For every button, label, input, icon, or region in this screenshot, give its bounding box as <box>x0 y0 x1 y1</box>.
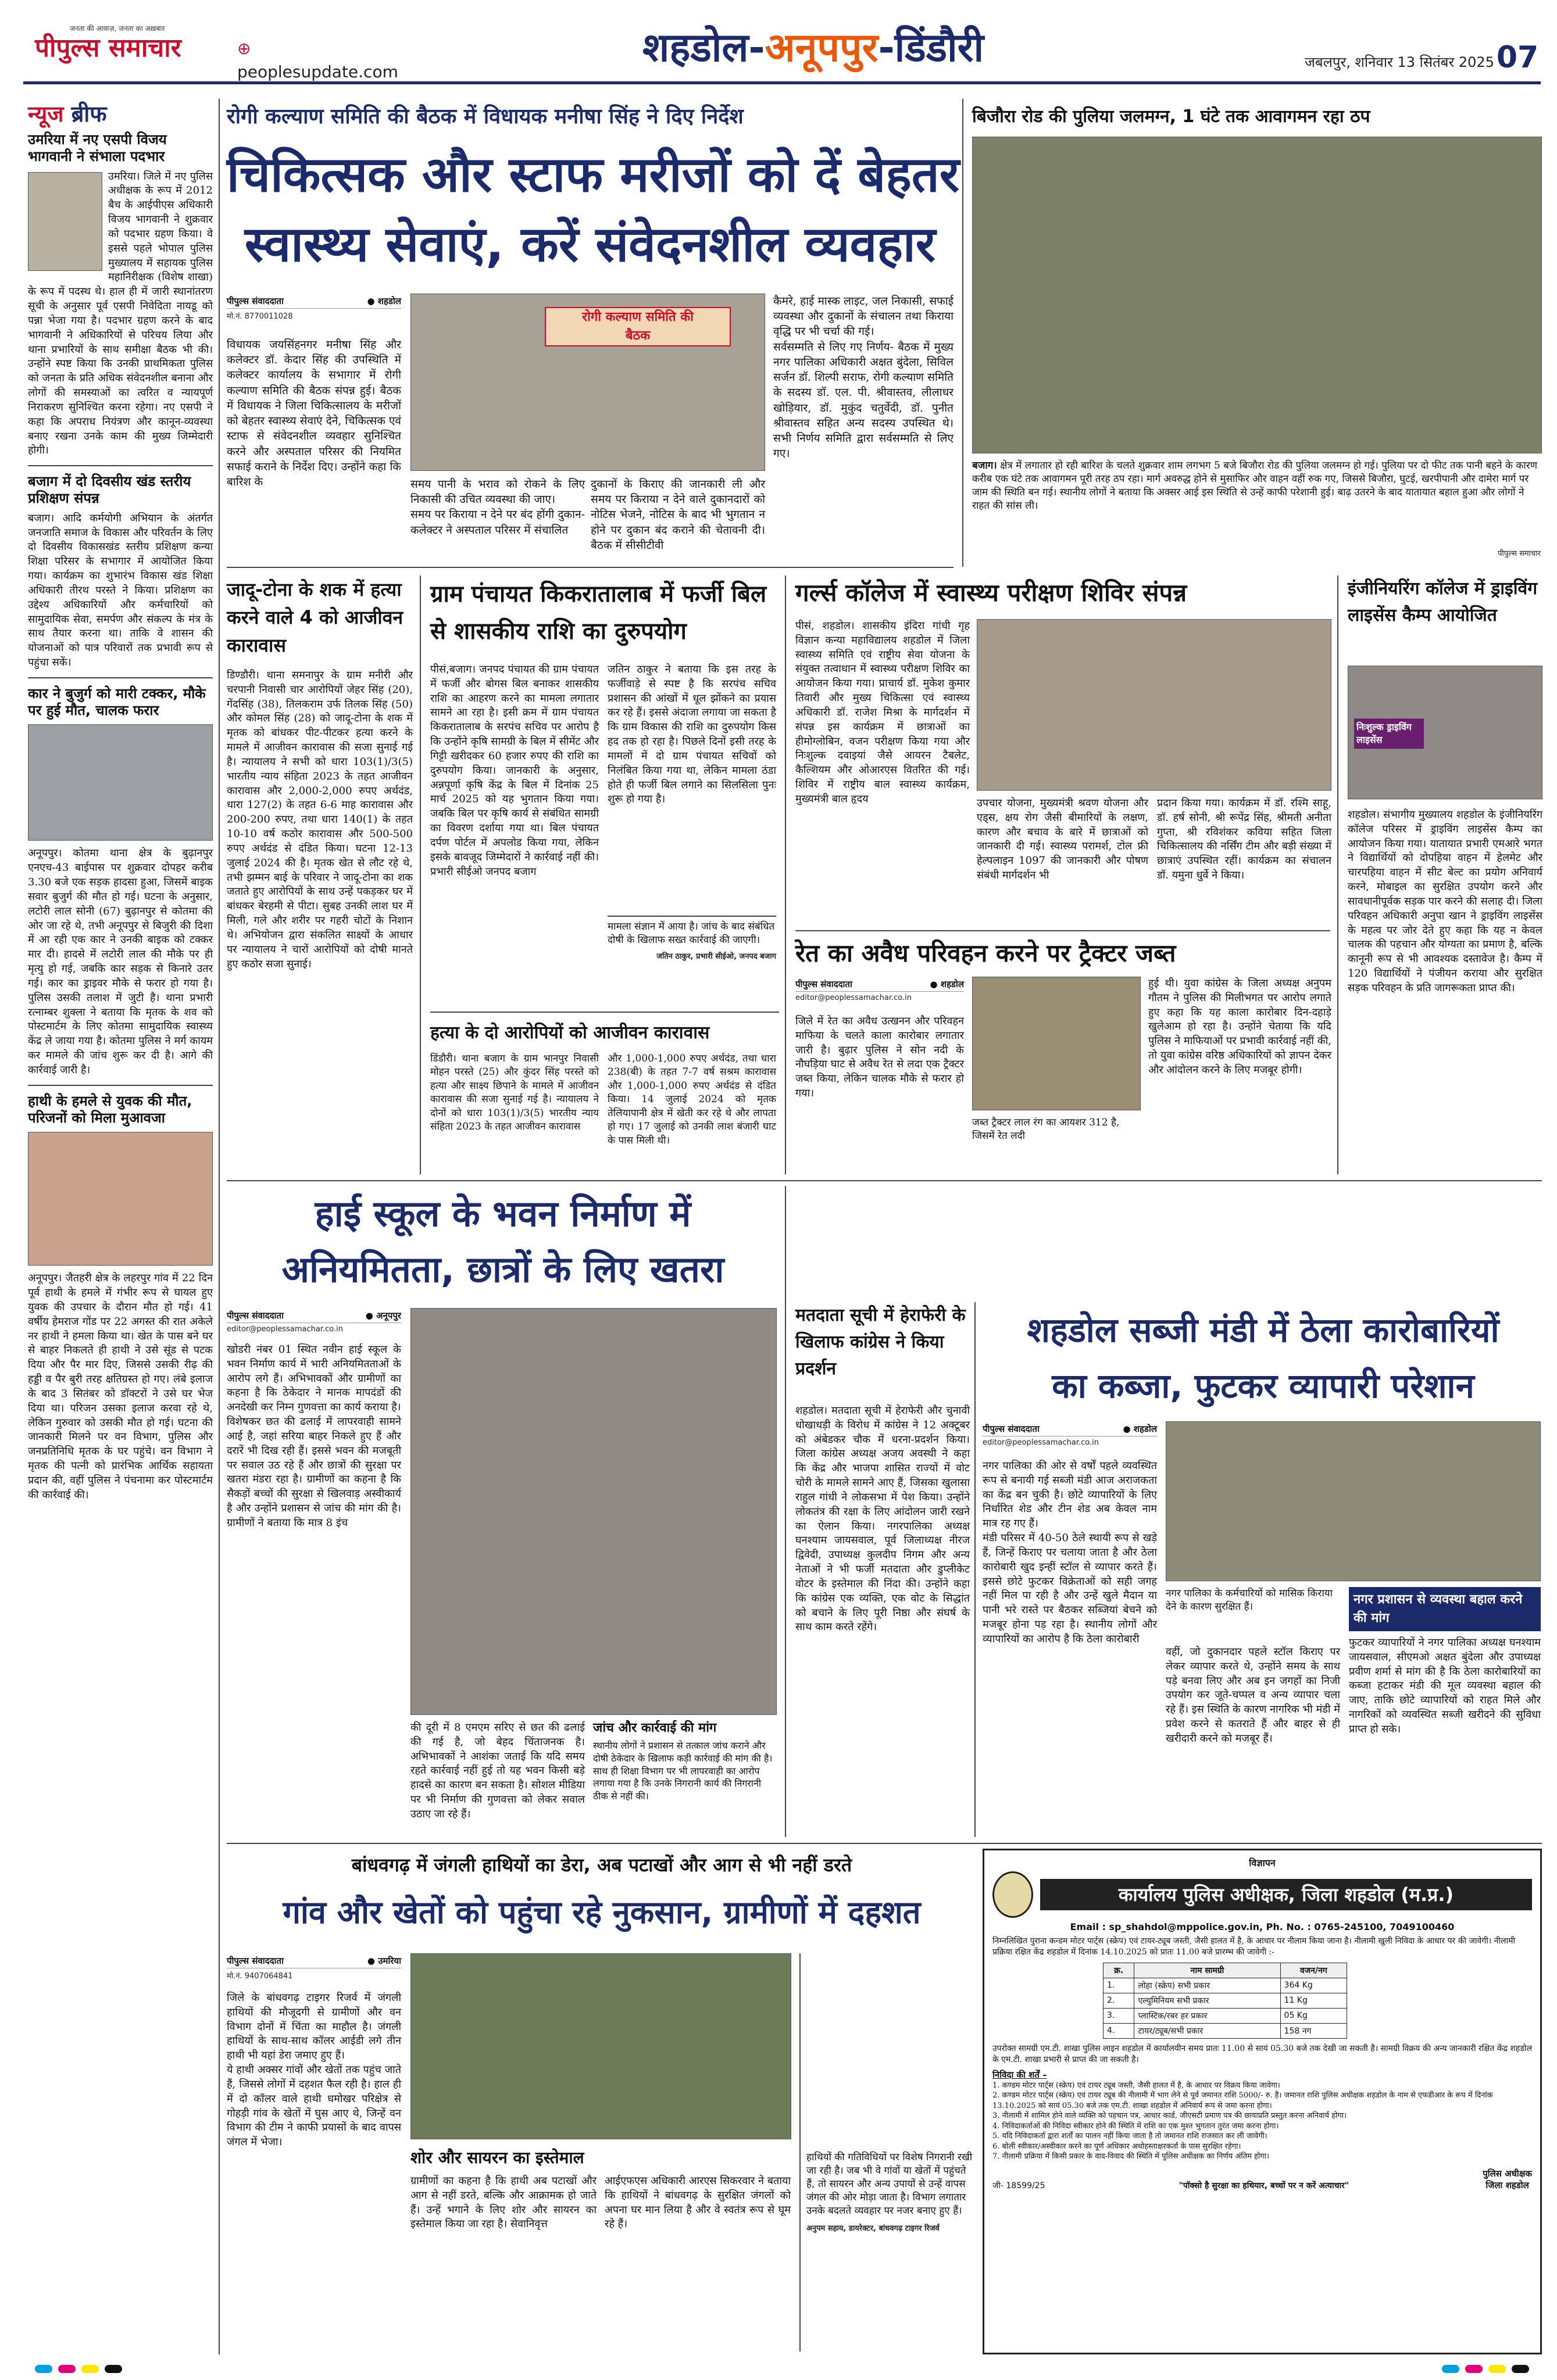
dateline: जबलपुर, शनिवार 13 सितंबर 2025 <box>1305 54 1494 70</box>
lead-byline-place: शहडोल <box>377 296 401 306</box>
bijora-credit: पीपुल्स समाचार <box>1498 549 1541 558</box>
section-title-dindori: -डिंडौरी <box>878 25 984 71</box>
sabji-headline <box>983 1302 1544 1418</box>
hathi-col-3: आईएफएस अधिकारी आरएस सिकरवार ने बताया कि हाथियों ने बांधवगढ़ के सुरक्षित जंगलों को अपना घर मान लिया है और वे स्वतंत्र रूप से घूम रहे हैं। <box>605 2175 791 2231</box>
lead-col-2: समय पानी के भराव को रोकने के लिए निकासी की उचित व्यवस्था की जाए। समय पर किराया न देने पर बंद होंगी दुकान-कलेक्टर ने अस्पताल परिसर में संचालित <box>410 478 585 537</box>
ad-table-cell: 2. <box>1104 1993 1134 2008</box>
gram-quote-by: जतिन ठाकुर, प्रभारी सीईओ, जनपद बजाग <box>656 952 776 961</box>
lead-photo-banner <box>545 307 731 346</box>
ad-table-cell: 1. <box>1104 1978 1134 1993</box>
hostel-col-2: की दूरी में 8 एमएम सरिए से छत की ढलाई की गई है, जो बेहद चिंताजनक है। अभिभावकों ने आशंका जताई कि यदि समय रहते कार्रवाई नहीं हुई तो यह भवन किसी बड़े हादसे का कारण बन सकता है। सोशल मीडिया पर भी निर्माण की गुणवत्ता को लेकर सवाल उठाए जा रहे हैं। <box>410 1721 585 1820</box>
girls-col-2: उपचार योजना, मुख्यमंत्री श्रवण योजना और एड्स, क्षय रोग जैसी बीमारियों के लक्षण, कारण और बचाव के बारे में छात्राओं को जानकारी दी गई। स्वास्थ्य परामर्श, टोल फ्री हेल्पलाइन 1097 की जानकारी और पोषण संबंधी मार्गदर्शन भी <box>977 797 1148 882</box>
girls-col-1: पीसं, शहडोल। शासकीय इंदिरा गांधी गृह विज्ञान कन्या महाविद्यालय शहडोल में जिला स्वास्थ्य समिति एवं राष्ट्रीय सेवा योजना के संयुक्त तत्वाधान में स्वास्थ्य परीक्षण शिविर का आयोजन किया गया। प्राचार्य डॉ. मुकेश कुमार तिवारी और मुख्य चिकित्सा एवं स्वास्थ्य अधिकारी डॉ. राजेश मिश्रा के मार्गदर्शन में संपन्न इस कार्यक्रम में छात्राओं का हीमोग्लोबिन, वजन परीक्षण किया गया और निःशुल्क दवाइयां जैसे आयरन टैबलेट, कैल्शियम और ओआरएस वितरित की गई। शिविर में राष्ट्रीय बाल स्वास्थ्य कार्यक्रम, मुख्यमंत्री बाल हृदय <box>795 620 970 805</box>
lead-byline-name: पीपुल्स संवाददाता <box>227 296 284 306</box>
sabji-byline-reporter <box>983 1421 1157 1436</box>
hostel-side-body: स्थानीय लोगों ने प्रशासन से तत्काल जांच कराने और दोषी ठेकेदार के खिलाफ कड़ी कार्रवाई की मांग की है। साथ ही शिक्षा विभाग पर भी लापरवाही का आरोप लगाया गया है कि उनके निगरानी कार्य की निगरानी ठीक से नहीं की। <box>593 1740 773 1802</box>
hathi-col-2: ग्रामीणों का कहना है कि हाथी अब पटाखों और आग से नहीं डरते, बल्कि और आक्रामक हो जाते हैं। उन्हें भगाने के लिए शोर और सायरन का इस्तेमाल किया जा रहा है। सेवानिवृत्त <box>410 2175 597 2231</box>
ad-table-row <box>1104 2023 1347 2038</box>
lead-photo <box>410 294 765 471</box>
engg-body: शहडोल। संभागीय मुख्यालय शहडोल के इंजीनियरिंग कॉलेज परिसर में ड्राइविंग लाइसेंस कैम्प का आयोजन किया गया। यातायात प्रभारी एमआरे भगत ने विद्यार्थियों को दोपहिया वाहन में हेलमेट और चारपहिया वाहन में सीट बेल्ट का प्रयोग अनिवार्य करने, मोबाइल का सुरक्षित उपयोग करने और सावधानीपूर्वक सड़क पार करने की सलाह दी। जिला परिवहन अधिकारी अनुपा खान ने ड्राइविंग लाइसेंस के महत्व पर जोर देते हुए कहा कि यह न केवल चालक की पहचान और योग्यता का प्रमाण है, बल्कि कानूनी रूप से भी आवश्यक दस्तावेज है। कैम्प में 120 विद्यार्थियों ने पंजीयन कराया और सुरक्षित सड़क परिवहन के प्रति जागरूकता प्राप्त की। <box>1348 809 1542 994</box>
website <box>237 37 412 81</box>
hostel-byline <box>227 1308 401 1334</box>
gram-col-2: जतिन ठाकुर ने बताया कि इस तरह के फर्जीवाड़े से स्पष्ट है कि सरपंच सचिव प्रशासन की आंखों में धूल झोंकने का प्रयास कर रहे हैं। इससे अंदाजा लगाया जा सकता है कि ग्राम विकास की राशि का दुरुपयोग किस हद तक हो रहा है। पिछले दिनों इसी तरह के मामलों में दो ग्राम पंचायत सचिवों को निलंबित किया गया था, लेकिन मामला ठंडा होते ही फर्जी बिल लगाने का सिलसिला पुनः शुरू हो गया है। <box>608 663 777 806</box>
hostel-byline-name: पीपुल्स संवाददाता <box>227 1310 284 1321</box>
ad-terms-title: निविदा की शर्तें – <box>992 2069 1047 2080</box>
brief-1-title: उमरिया में नए एसपी विजय भागवानी ने संभाला पदभार <box>28 131 167 165</box>
news-brief-label-1: न्यूज <box>28 101 64 127</box>
location-pin-icon: ● शहडोल <box>1123 1424 1157 1434</box>
sabji-col-2: वहीं, जो दुकानदार पहले स्टॉल किराए पर लेकर व्यापार करते थे, उन्होंने समय के साथ पड़े बनवा लिए और अब इन जगहों का निजी उपयोग कर जूते-चप्पल व अन्य व्यापार चला रहे हैं। इस स्थिति के कारण नागरिक भी मंडी में प्रवेश करने से कतराते हैं और बाहर से ही खरीदारी करने को मजबूर हैं। <box>1166 1646 1340 1745</box>
hostel-headline <box>227 1186 779 1302</box>
ad-table-cell: एल्युमिनियम सभी प्रकार <box>1134 1993 1280 2008</box>
hostel-photo <box>410 1308 777 1715</box>
sabji-side <box>1349 1587 1541 1837</box>
hathi-byline-place: उमरिया <box>378 1956 401 1966</box>
hathi-elephant-photo <box>410 1953 791 2139</box>
ad-term-item: 5. यदि निविदाकर्ता द्वारा शर्तों का पालन नहीं किया जाता है तो जमानत राशि राजसात कर ली जावेगी। <box>992 2132 1267 2141</box>
ad-table-cell: प्लास्टिक/रबर हर प्रकार <box>1134 2008 1280 2023</box>
hatya-headline: हत्या के दो आरोपियों को आजीवन कारावास <box>430 1023 710 1043</box>
lead-byline <box>227 294 401 321</box>
lead-col-1: विधायक जयसिंहनगर मनीषा सिंह और कलेक्टर डॉ. केदार सिंह की उपस्थिति में कलेक्टर कार्यालय के सभागार में रोगी कल्याण समिति की बैठक संपन्न हुई। बैठक में विधायक ने जिला चिकित्सालय के मरीजों को बेहतर स्वास्थ्य सेवाएं देने, चिकित्सक एवं स्टाफ से संवेदनशील व्यवहार सुनिश्चित करने और अस्पताल परिसर की नियमित सफाई कराने के निर्देश दिए। उन्होंने कहा कि बारिश के <box>227 338 401 488</box>
lead-kicker: रोगी कल्याण समिति की बैठक में विधायक मनीषा सिंह ने दिए निर्देश <box>227 105 744 128</box>
section-title <box>642 22 1166 74</box>
hathi-headline: गांव और खेतों को पहुंचा रहे नुकसान, ग्रामीणों में दहशत <box>283 1894 921 1931</box>
sabji-email: editor@peoplessamachar.co.in <box>983 1438 1099 1447</box>
lead-col-4: कैमरे, हाई मास्क लाइट, जल निकासी, सफाई व्यवस्था और दुकानों के संचालन तथा किराया वृद्धि पर भी चर्चा की गई। सर्वसम्मति से लिए गए निर्णय- बैठक में मुख्य नगर पालिका अधिकारी अक्षत बुंदेला, सिविल सर्जन डॉ. शिल्पी सराफ, रोगी कल्याण समिति के सदस्य डॉ. एल. पी. श्रीवास्तव, लीलाधर खोड़ियार, डॉ. मुकुंद चतुर्वेदी, डॉ. पुनीत श्रीवास्तव सहित अन्य सदस्य उपस्थित थे। सभी निर्णय समिति द्वारा सर्वसम्मति से लिए गए। <box>773 295 954 460</box>
hathi-quote-text: हाथियों की गतिविधियों पर विशेष निगरानी रखी जा रही है। जब भी वे गांवों या खेतों में पहुंचते हैं, तो सायरन और अन्य उपायों से उन्हें वापस जंगल की ओर मोड़ा जाता है। विभाग लगातार उनके बदलते व्यवहार पर नजर बनाए हुए हैं। <box>806 2152 973 2217</box>
lead-photo-banner-text-2: बैठक <box>625 328 651 343</box>
row4-rule <box>227 1843 1542 1844</box>
section-title-anuppur: अनूपपुर <box>765 25 879 71</box>
sabji-byline-name: पीपुल्स संवाददाता <box>983 1424 1040 1434</box>
bijora-headline: बिजौरा रोड की पुलिया जलमग्न, 1 घंटे तक आवागमन रहा ठप <box>972 106 1370 127</box>
brief-2-title: बजाग में दो दिवसीय खंड स्तरीय प्रशिक्षण संपन्न <box>28 473 191 506</box>
ad-table-row <box>1104 1993 1347 2008</box>
ad-term-item: 3. नीलामी में शामिल होने वाले व्यक्ति को पहचान पत्र, आधार कार्ड, जीएसटी प्रमाण पत्र की छायाप्रति प्रस्तुत करना अनिवार्य होगा। <box>992 2111 1347 2121</box>
hathi-col-1-text: जिले के बांधवगढ़ टाइगर रिजर्व में जंगली हाथियों की मौजूदगी से ग्रामीणों और वन विभाग दोनों में चिंता का माहौल है। जंगली हाथियों के साथ-साथ कॉलर आईडी लगे तीन हाथी भी यहां डेरा जमाए हुए हैं। ये हाथी अक्सर गांवों और खेतों तक पहुंच जाते हैं, जिससे लोगों में दहशत फैल रही है। हाल ही में दो कॉलर वाले हाथी धमोखर परिक्षेत्र से गोहड़ी गांव के खेतों में घुस आए थे, जिन्हें वन विभाग की टीम ने काफी प्रयासों के बाद वापस जंगल में भेजा। <box>227 1992 401 2149</box>
ad-table-cell: 05 Kg <box>1280 2008 1347 2023</box>
hatya-col-2: और 1,000-1,000 रुपए अर्थदंड, तथा धारा 238(बी) के तहत 7-7 वर्ष सश्रम कारावास और 1,000-1,000 रुपए अर्थदंड से दंडित किया। 14 जुलाई 2024 को मृतक तेलियापानी क्षेत्र में खेती कर रहे थे और लापता हो गए। 17 जुलाई को उनकी लाश बंजारी घाट के पास मिली थी। <box>608 1053 776 1146</box>
logo-text: पीपुल्स समाचार <box>35 33 181 63</box>
website-url: peoplesupdate.com <box>237 62 398 81</box>
sabji-side-body: फुटकर व्यापारियों ने नगर पालिका अध्यक्ष घनश्याम जायसवाल, सीएमओ अक्षत बुंदेला और उपाध्यक्ष प्रवीण शर्मा से मांग की है कि ठेला कारोबारियों का कब्जा हटाकर मंडी की मूल व्यवस्था बहाल की जाए, ताकि छोटे व्यापारियों को राहत मिले और नागरिकों को व्यवस्थित सब्जी खरीदने की सुविधा प्राप्त हो सके। <box>1349 1636 1541 1735</box>
ad-intro: निम्नलिखित पुराना कन्डम मोटर पार्ट्स (स्क्रेप) एवं टायर-ट्यूब जस्ती, जैसी हालत में है, के आधार पर नीलाम किया जाना है। नीलामी खुली निविदा के आधार पर की जावेगी। नीलामी प्रक्रिया रक्षित केंद्र शहडोल में दिनांक 14.10.2025 को प्रातः 11.00 बजे प्रारम्भ की जावेगी :- <box>992 1936 1516 1957</box>
lead-bottom-rule <box>227 567 954 568</box>
lead-byline-reporter <box>227 294 401 309</box>
hatya-col-1: डिंडौरी। थाना बजाग के ग्राम भानपुर निवासी मोहन परस्ते (25) और कुंदर सिंह परस्ते को हत्या और साक्ष्य छिपाने के मामले में आजीवन कारावास की सजा सुनाई गई है। न्यायालय ने दोनों को धारा 103(1)/3(5) भारतीय न्याय संहिता 2023 के तहत आजीवन कारावास <box>430 1053 599 1133</box>
jadu-divider <box>420 576 421 1174</box>
location-pin-icon: ● शहडोल <box>930 979 964 989</box>
hostel-headline-line-2: अनियमितता, छात्रों के लिए खतरा <box>281 1248 724 1291</box>
hatya-top-rule <box>430 1012 779 1013</box>
brief-divider <box>219 99 220 2354</box>
hathi-quote <box>799 1953 974 2352</box>
matdata-body: शहडोल। मतदाता सूची में हेराफेरी और चुनावी धोखाधड़ी के विरोध में कांग्रेस ने 12 अक्टूबर को अंबेडकर चौक में धरना-प्रदर्शन किया। जिला कांग्रेस अध्यक्ष अजय अवस्थी ने कहा कि केंद्र और भाजपा शासित राज्यों में वोट चोरी के मामले सामने आए हैं, जिसका खुलासा राहुल गांधी ने लोकसभा में पेश किया। उन्होंने लोकतंत्र की रक्षा के लिए आंदोलन जारी रखने का ऐलान किया। नगरपालिका अध्यक्ष घनश्याम जायसवाल, पूर्व जिलाध्यक्ष नीरज द्विवेदी, उपाध्यक्ष कुलदीप निगम और अन्य नेताओं ने भी फर्जी मतदाता और डुप्लीकेट वोटर के इस्तेमाल की निंदा की। उन्होंने कहा कि कांग्रेस एक व्यक्ति, एक वोट के सिद्धांत को बचाने के लिए पूरी निष्ठा और संघर्ष के साथ काम करते रहेंगे। <box>795 1405 970 1634</box>
hostel-col-1: खोडरी नंबर 01 स्थित नवीन हाई स्कूल के भवन निर्माण कार्य में भारी अनियमितताओं के आरोप लगे हैं। अभिभावकों और ग्रामीणों का कहना है कि ठेकेदार ने मानक मापदंडों की अनदेखी कर निम्न गुणवत्ता का कार्य कराया है। विशेषकर छत की ढलाई में लापरवाही सामने आई है, जहां सरिया बाहर निकले हुए हैं और दरारें भी दिख रही हैं। इससे भवन की मजबूती पर सवाल उठ रहे हैं और छात्रों की सुरक्षा पर खतरा मंडरा रहा है। ग्रामीणों का कहना है कि सैकड़ों बच्चों की सुरक्षा से खिलवाड़ अस्वीकार्य है और उन्होंने प्रशासन से जांच की मांग की है। ग्रामीणों ने बताया कि मात्र 8 इंच <box>227 1343 401 1529</box>
hostel-byline-reporter <box>227 1308 401 1323</box>
ret-top-rule <box>795 930 1330 931</box>
brief-1-body: उमरिया। जिले में नए पुलिस अधीक्षक के रूप में 2012 बैच के आईपीएस अधिकारी विजय भागवानी ने शुक्रवार को पदभार ग्रहण किया। वे इससे पहले भोपाल पुलिस मुख्यालय में सहायक पुलिस महानिरीक्षक (विशेष शाखा) के रूप में पदस्थ थे। हाल ही में जारी स्थानांतरण सूची के अनुसार पूर्व एसपी निवेदिता नायडू को पन्ना भेजा गया है। पदभार ग्रहण करने के बाद भागवानी ने अधिकारियों से परिचय लिया और थाना प्रभारियों के साथ समीक्षा बैठक भी की। उन्होंने स्पष्ट किया कि उनकी प्राथमिकता पुलिस को जनता के प्रति अधिक संवेदनशील बनाना और लोगों की समस्याओं का त्वरित व न्यायपूर्ण निराकरण सुनिश्चित करना रहेगा। नए एसपी ने कहा कि अपराध नियंत्रण और कानून-व्यवस्था बनाए रखना उनके काम की मुख्य जिम्मेदारी होगी। <box>28 170 213 457</box>
ad-table-header-cell: वजन/नग <box>1280 1963 1347 1978</box>
ad-table-header-row <box>1104 1963 1347 1978</box>
hathi-sub-heading: शोर और सायरन का इस्तेमाल <box>410 2148 584 2167</box>
sabji-headline-line-2: का कब्जा, फुटकर व्यापारी परेशान <box>1052 1366 1474 1406</box>
masthead-rule <box>23 81 1541 84</box>
gram-quote-text: मामला संज्ञान में आया है। जांच के बाद संबंधित दोषी के खिलाफ सख्त कार्रवाई की जाएगी। <box>608 921 775 946</box>
brief-3-body: अनूपपुर। कोतमा थाना क्षेत्र के बुढ़ानपुर एनएच-43 बाईपास पर शुक्रवार दोपहर करीब 3.30 बजे एक सड़क हादसा हुआ, जिसमें बाइक सवार बुजुर्ग की मौत हो गई। घटना के अनुसार, लटोरी लाल सोनी (67) बुढ़ानपुर से कोतमा की ओर जा रहे थे, तभी अनूपपुर से बिजुरी की दिशा में आ रही एक कार ने उनकी बाइक को टक्कर मार दी। हादसे में लटोरी लाल की मौके पर ही मृत्यु हो गई, जबकि कार सड़क से किनारे उतर गई। कार का ड्राइवर मौके से फरार हो गया है। पुलिस उसकी तलाश में जुटी है। थाना प्रभारी रत्नाम्बर शुक्ला ने बताया कि मृतक के शव को पोस्टमार्टम के लिए कोतमा सामुदायिक स्वास्थ्य केंद्र ले जाया गया है। कोतमा पुलिस ने मर्ग कायम कर मामले की जांच शुरू कर दी है। आगे की कार्रवाई जारी है। <box>28 847 213 1076</box>
hostel-byline-place: अनूपपुर <box>376 1310 401 1321</box>
ad-sign-1: पुलिस अधीक्षक <box>1483 2168 1532 2179</box>
ad-term-item: 7. नीलामी प्रक्रिया में किसी प्रकार के वाद-विवाद की स्थिति में पुलिस अधीक्षक का निर्णय अंतिम होगा। <box>992 2152 1269 2161</box>
brief-1-photo <box>28 172 102 271</box>
ad-sign-2: जिला शहडोल <box>1485 2179 1529 2190</box>
hostel-email: editor@peoplessamachar.co.in <box>227 1325 343 1334</box>
ad-table-cell: 11 Kg <box>1280 1993 1347 2008</box>
page-number: 07 <box>1496 40 1539 75</box>
ret-byline-place: शहडोल <box>940 979 964 989</box>
ret-caption: जब्त ट्रैक्टर लाल रंग का आयशर 312 है, जिसमें रेत लदी <box>972 1117 1120 1142</box>
brief-3-title: कार ने बुजुर्ग को मारी टक्कर, मौके पर हुई मौत, चालक फरार <box>28 685 206 719</box>
matdata-headline: मतदाता सूची में हेराफेरी के खिलाफ कांग्रेस ने किया प्रदर्शन <box>795 1305 966 1379</box>
sabji-caption-text: नगर पालिका के कर्मचारियों को मासिक किराया देने के कारण सुरक्षित हैं। <box>1166 1588 1333 1613</box>
sabji-byline-place: शहडोल <box>1133 1424 1157 1434</box>
ret-byline <box>795 977 964 1002</box>
ad-table-cell: 4. <box>1104 2023 1134 2038</box>
lead-photo-banner-text-1: रोगी कल्याण समिति की <box>582 310 694 324</box>
ad-term-item: 2. कण्डम मोटर पार्ट्स (स्क्रेप) एवं टायर ट्यूब की नीलामी में भाग लेने से पूर्व जमानत राशि 5000/- रु. है। जमानत राशि पुलिस अधीक्षक शहडोल के नाम से एफडीआर के रूप में दिनांक 13.10.2025 को सायं 05.30 बजे तक एम.टी. शाखा शहडोल में अनिवार्य रूप से जमा करना होगा। <box>992 2091 1493 2110</box>
hostel-headline-line-1: हाई स्कूल के भवन निर्माण में <box>315 1192 691 1235</box>
print-registration-bar <box>0 2360 1557 2378</box>
ad-contact: Email : sp_shahdol@mppolice.gov.in, Ph. No. : 0765-245100, 7049100460 <box>1070 1921 1455 1932</box>
police-emblem-icon <box>992 1871 1033 1918</box>
engg-photo-banner: निःशुल्क ड्राइविंग लाइसेंस <box>1354 719 1424 749</box>
gram-quote <box>608 916 776 1006</box>
hathi-byline-reporter <box>227 1953 401 1968</box>
ret-headline: रेत का अवैध परिवहन करने पर ट्रैक्टर जब्त <box>795 939 1176 967</box>
hostel-divider <box>785 1186 786 1837</box>
ret-byline-name: पीपुल्स संवाददाता <box>795 979 852 989</box>
lead-headline <box>227 140 960 285</box>
girls-col-3: प्रदान किया गया। कार्यक्रम में डॉ. रश्मि साहू, डॉ. हर्ष सोनी, श्री रूपेंद्र सिंह, श्रीमती अनीता गुप्ता, श्री रविशंकर कविया सहित जिला चिकित्सालय की नर्सिंग टीम और बड़ी संख्या में छात्राएं उपस्थित रहीं। कार्यक्रम का संचालन डॉ. यमुना धुर्वे ने किया। <box>1157 797 1331 882</box>
brief-4-title: हाथी के हमले से युवक की मौत, परिजनों को मिला मुआवजा <box>28 1092 192 1126</box>
section-title-shahdol: शहडोल- <box>642 25 765 71</box>
bijora-caption-lead: बजाग। <box>972 460 997 471</box>
ad-terms-list <box>992 2081 1532 2162</box>
gram-divider <box>785 576 786 1174</box>
sabji-caption <box>1166 1587 1340 1645</box>
ad-text-2: उपरोक्त सामग्री एम.टी. शाखा पुलिस लाइन शहडोल में कार्यालयीन समय प्रातः 11.00 से सायं 05.30 बजे तक देखी जा सकती है। सामग्री विक्रय की अन्य जानकारी रक्षित केंद्र शहडोल के एम.टी. शाखा प्रभारी से प्राप्त की जा सकती है। <box>992 2043 1532 2064</box>
ret-tractor-photo <box>972 977 1141 1110</box>
ad-table-cell: 364 Kg <box>1280 1978 1347 1993</box>
police-ad <box>983 1849 1542 2354</box>
lead-col-3: दुकानों के किराए की जानकारी ली और समय पर किराया न देने वाले दुकानदारों को नोटिस भेजने, नोटिस के बाद भी भुगतान न होने पर दुकान बंद कराने की चेतावनी दी। बैठक में सीसीटीवी <box>591 478 765 552</box>
ad-table-cell: 3. <box>1104 2008 1134 2023</box>
sabji-headline-line-1: शहडोल सब्जी मंडी में ठेला कारोबारियों <box>1027 1310 1499 1350</box>
ad-term-item: 1. कण्डम मोटर पार्ट्स (स्क्रेप) एवं टायर ट्यूब जस्ती, जैसी हालत में है, के आधार पर विक्रय किया जावेगा। <box>992 2081 1280 2090</box>
brief-4-photo <box>28 1132 213 1266</box>
engg-headline: इंजीनियरिंग कॉलेज में ड्राइविंग लाइसेंस कैम्प आयोजित <box>1348 578 1538 626</box>
gram-headline: ग्राम पंचायत किकरातालाब में फर्जी बिल से शासकीय राशि का दुरुपयोग <box>430 581 767 645</box>
ad-table-cell: टायर/ट्यूब/सभी प्रकार <box>1134 2023 1280 2038</box>
hostel-side <box>593 1721 777 1837</box>
hathi-mobile: मो.नं. 9407064841 <box>227 1972 293 1981</box>
row3-rule <box>227 1180 1542 1181</box>
sabji-side-title: नगर प्रशासन से व्यवस्था बहाल करने की मांग <box>1349 1587 1541 1631</box>
sabji-col-1: नगर पालिका की ओर से वर्षों पहले व्यवस्थित रूप से बनायी गई सब्जी मंडी आज अराजकता का केंद्र बन चुकी है। छोटे व्यापारियों के लिए निर्धारित शेड और टीन शेड अब केवल नाम मात्र रह गए हैं। मंडी परिसर में 40-50 ठेले स्थायी रूप से खड़े हैं, जिन्हें किराए पर चलाया जाता है और ठेला कारोबारी खुद इन्हीं स्टॉल से व्यापार करते हैं। इससे छोटे फुटकर विक्रेताओं को सही जगह नहीं मिल पा रही है और उन्हें खुले मैदान या पानी भरे रास्ते पर बैठकर सब्जियां बेचने को मजबूर होना पड़ रहा है। स्थानीय लोगों और व्यापारियों का आरोप है कि ठेला कारोबारी <box>983 1460 1157 1645</box>
location-pin-icon: ● शहडोल <box>367 296 401 306</box>
ret-col-1: जिले में रेत का अवैध उत्खनन और परिवहन माफिया के चलते काला कारोबार लगातार जारी है। बुढ़ार पुलिस ने सोन नदी के नौघड़िया घाट से अवैध रेत से लदा एक ट्रैक्टर जब्त किया, लेकिन चालक मौके से फरार हो गया। <box>795 1015 964 1100</box>
ad-table-cell: लोहा (स्क्रेप) सभी प्रकार <box>1134 1978 1280 1993</box>
lead-headline-line-1: चिकित्सक और स्टाफ मरीजों को दें बेहतर <box>227 146 960 203</box>
news-brief-label <box>28 99 213 129</box>
ad-table <box>1103 1963 1347 2039</box>
ad-table-header-cell: नाम सामग्री <box>1134 1963 1280 1978</box>
ad-term-item: 4. निविदाकर्ताओं की निविदा स्वीकार होने की स्थिति में राशि का एक मुश्त भुगतान तुरंत जमा करना होगा। <box>992 2121 1279 2131</box>
ad-term-item: 6. बोली स्वीकार/अस्वीकार करने का पूर्ण अधिकार अधोहस्ताक्षरकर्ता के पास सुरक्षित रहेगा। <box>992 2142 1241 2151</box>
jadu-body: डिण्डौरी। थाना समनापुर के ग्राम मनीरी और चरपानी निवासी चार आरोपियों जेहर सिंह (20), गेंदसिंह (38), तिलकराम उर्फ तिलक सिंह (50) और कोमल सिंह (28) को जादू-टोना के शक में मृतक को बांधकर पीट-पीटकर हत्या करने के मामले में आजीवन कारावास की सजा सुनाई गई है। न्यायालय ने सभी को धारा 103(1)/3(5) भारतीय न्याय संहिता 2023 के तहत आजीवन कारावास और 2,000-2,000 रुपए अर्थदंड, धारा 127(2) के तहत 6-6 माह कारावास और 200-200 रुपए, तथा धारा 140(1) के तहत 10-10 वर्ष कठोर कारावास और 500-500 रुपए अर्थदंड से दंडित किया। घटना 12-13 जुलाई 2024 की है। मृतक खेत से लौट रहे थे, तभी झम्मन बाई के परिवार ने जादू-टोना का शक जताते हुए आरोपियों के साथ उन्हें पकड़कर घर में बांधकर बेरहमी से पीटा। सुबह उनकी लाश घर में मिली, गले और शरीर पर गहरी चोटों के निशान थे। अभियोजन द्वारा संकलित साक्ष्यों के आधार पर न्यायालय ने चारों आरोपियों को दोषी मानते हुए कठोर सजा सुनाई। <box>227 669 413 970</box>
brief-3-photo <box>28 724 213 841</box>
hathi-quote-by: अनुपम सहाय, डायरेक्टर, बांधवगढ़ टाइगर रिजर्व <box>806 2224 940 2233</box>
masthead <box>0 0 1557 87</box>
right-column-divider <box>962 99 963 567</box>
matdata-divider <box>974 1302 976 1837</box>
ret-byline-reporter <box>795 977 964 992</box>
jadu-headline: जादू-टोना के शक में हत्या करने वाले 4 को आजीवन कारावास <box>227 578 403 656</box>
ad-ref: जी- 18599/25 <box>992 2181 1045 2190</box>
ad-table-row <box>1104 1978 1347 1993</box>
bijora-flood-photo <box>972 137 1542 453</box>
ad-label: विज्ञापन <box>1249 1857 1276 1868</box>
girls-photo <box>977 619 1331 791</box>
hathi-byline <box>227 1953 401 1981</box>
sabji-byline <box>983 1421 1157 1447</box>
bijora-caption-text: क्षेत्र में लगातार हो रही बारिश के चलते शुक्रवार शाम लगभग 5 बजे बिजौरा रोड की पुलिया जलमग्न हो गई। पुलिया पर दो फीट तक पानी बहने के कारण करीब एक घंटे तक आवागमन पूरी तरह ठप रहा। मार्ग अवरुद्ध होने से मुसाफिर और वाहन वहीं रुक गए, जिससे बिजौरा, घुटई, खरपीपानी और दामेरा मार्ग पर जाम की स्थिति बन गई। स्थानीय लोगों ने बताया कि अक्सर आई इस स्थिति से उन्हें काफी परेशानी हुई। बाढ़ उतरने के बाद यातायात बहाल हुआ और लोगों ने राहत की सांस ली। <box>972 460 1538 512</box>
lead-mobile: मो.नं. 8770011028 <box>227 312 293 321</box>
ad-title: कार्यालय पुलिस अधीक्षक, जिला शहडोल (म.प्र.) <box>1040 1879 1532 1910</box>
lead-headline-line-2: स्वास्थ्य सेवाएं, करें संवेदनशील व्यवहार <box>244 216 936 273</box>
ad-slogan: "पॉक्सो है सुरक्षा का हथियार, बच्चों पर न करें अत्याचार" <box>1179 2181 1349 2190</box>
ad-table-body <box>1104 1978 1347 2038</box>
brief-2-body: बजाग। आदि कर्मयोगी अभियान के अंतर्गत जनजाति समाज के विकास और परिवर्तन के लिए दो दिवसीय विकासखंड स्तरीय प्रशिक्षण कन्या शिक्षा परिसर के सभागार में आयोजित किया गया। कार्यक्रम का शुभारंभ विकास खंड शिक्षा अधिकारी तीरथ परस्ते ने किया। प्रशिक्षण का उद्देश्य अधिकारियों और कर्मचारियों को सामुदायिक सेवा, समर्पण और संकल्प के मंत्र के साथ तैयार करना था। ताकि वे शासन की योजनाओं को पात्र परिवारों तक प्रभावी रूप से पहुंचा सकें। <box>28 512 213 669</box>
hathi-kicker: बांधवगढ़ में जंगली हाथियों का डेरा, अब पटाखों और आग से भी नहीं डरते <box>351 1854 852 1876</box>
engg-photo <box>1348 666 1542 799</box>
ret-col-2: हुई थी। युवा कांग्रेस के जिला अध्यक्ष अनुपम गौतम ने पुलिस की मिलीभगत पर आरोप लगाते हुए कहा कि यह काला कारोबार दिन-दहाड़े खुलेआम हो रहा है। उन्होंने चेताया कि यदि पुलिस ने माफियाओं पर प्रभावी कार्रवाई नहीं की, तो युवा कांग्रेस वरिष्ठ अधिकारियों को ज्ञापन देकर और आंदोलन करने के लिए मजबूर होगी। <box>1148 977 1331 1076</box>
news-brief-column <box>28 99 213 2354</box>
location-pin-icon: ● अनूपपुर <box>365 1310 401 1321</box>
news-brief-label-2: ब्रीफ <box>63 101 107 127</box>
logo-box <box>35 30 227 66</box>
hostel-side-title: जांच और कार्रवाई की मांग <box>593 1721 717 1735</box>
sabji-market-photo <box>1166 1421 1541 1581</box>
brief-4-body: अनूपपुर। जैतहरी क्षेत्र के लहरपुर गांव में 22 दिन पूर्व हाथी के हमले में गंभीर रूप से घायल हुए युवक की उपचार के दौरान मौत हो गई। 41 वर्षीय हेमराज गोंड पर 22 अगस्त की रात अकेले नर हाथी ने हमला किया था। खेत के पास बने घर से बाहर निकलते ही हाथी ने उसे सूंड से पटक दिया और पैर मार दिए, जिससे उसकी रीढ़ की हड्डी व पैर बुरी तरह क्षतिग्रस्त हो गए। लंबे इलाज के बाद 3 सितंबर को डॉक्टरों ने उसे घर भेज दिया था। परिजन उसका इलाज करवा रहे थे, लेकिन गुरुवार को उसकी मौत हो गई। घटना की जानकारी मिलने पर वन विभाग, पुलिस और जनप्रतिनिधि मृतक के घर पहुंचे। वन विभाग ने मृतक की पत्नी को प्रारंभिक आर्थिक सहायता प्रदान की, वहीं पुलिस ने पंचनामा कर पोस्टमार्टम की कार्रवाई की। <box>28 1272 213 1501</box>
ad-table-cell: 158 नग <box>1280 2023 1347 2038</box>
hathi-byline-name: पीपुल्स संवाददाता <box>227 1956 284 1966</box>
girls-divider <box>1337 576 1338 1174</box>
gram-col-1: पीसं,बजाग। जनपद पंचायत की ग्राम पंचायत में फर्जी और बोगस बिल बनाकर शासकीय राशि का आहरण करने का मामला लगातार सामने आ रहा है। इसी क्रम में ग्राम पंचायत किकरातालाब के सरपंच सचिव पर आरोप है कि उन्होंने कृषि सामग्री के बिल में सीमेंट और गिट्टी खरीदकर 60 हजार रुपए की राशि का दुरुपयोग किया। जानकारी के अनुसार, अन्नपूर्णा कृषि केंद्र के बिल में दिनांक 25 मार्च 2025 को यह भुगतान किया गया। जबकि बिल पर कृषि कार्य से संबंधित सामग्री का विवरण दर्शाया गया था। बिल पंचायत दर्पण पोर्टल में अपलोड किया गया, लेकिन इसके बावजूद जिम्मेदारों ने कार्रवाई नहीं की। प्रभारी सीईओ जनपद बजाग <box>430 663 599 878</box>
logo-tagline: जनता की आवाज़, जनता का अख़बार <box>70 24 165 33</box>
globe-icon: ⊕ <box>237 39 251 58</box>
ret-email: editor@peoplessamachar.co.in <box>795 994 912 1002</box>
bijora-caption <box>972 459 1542 546</box>
location-pin-icon: ● उमरिया <box>367 1956 401 1966</box>
girls-headline: गर्ल्स कॉलेज में स्वास्थ्य परीक्षण शिविर संपन्न <box>795 578 1187 607</box>
ad-table-header-cell: क्र. <box>1104 1963 1134 1978</box>
ad-table-row <box>1104 2008 1347 2023</box>
